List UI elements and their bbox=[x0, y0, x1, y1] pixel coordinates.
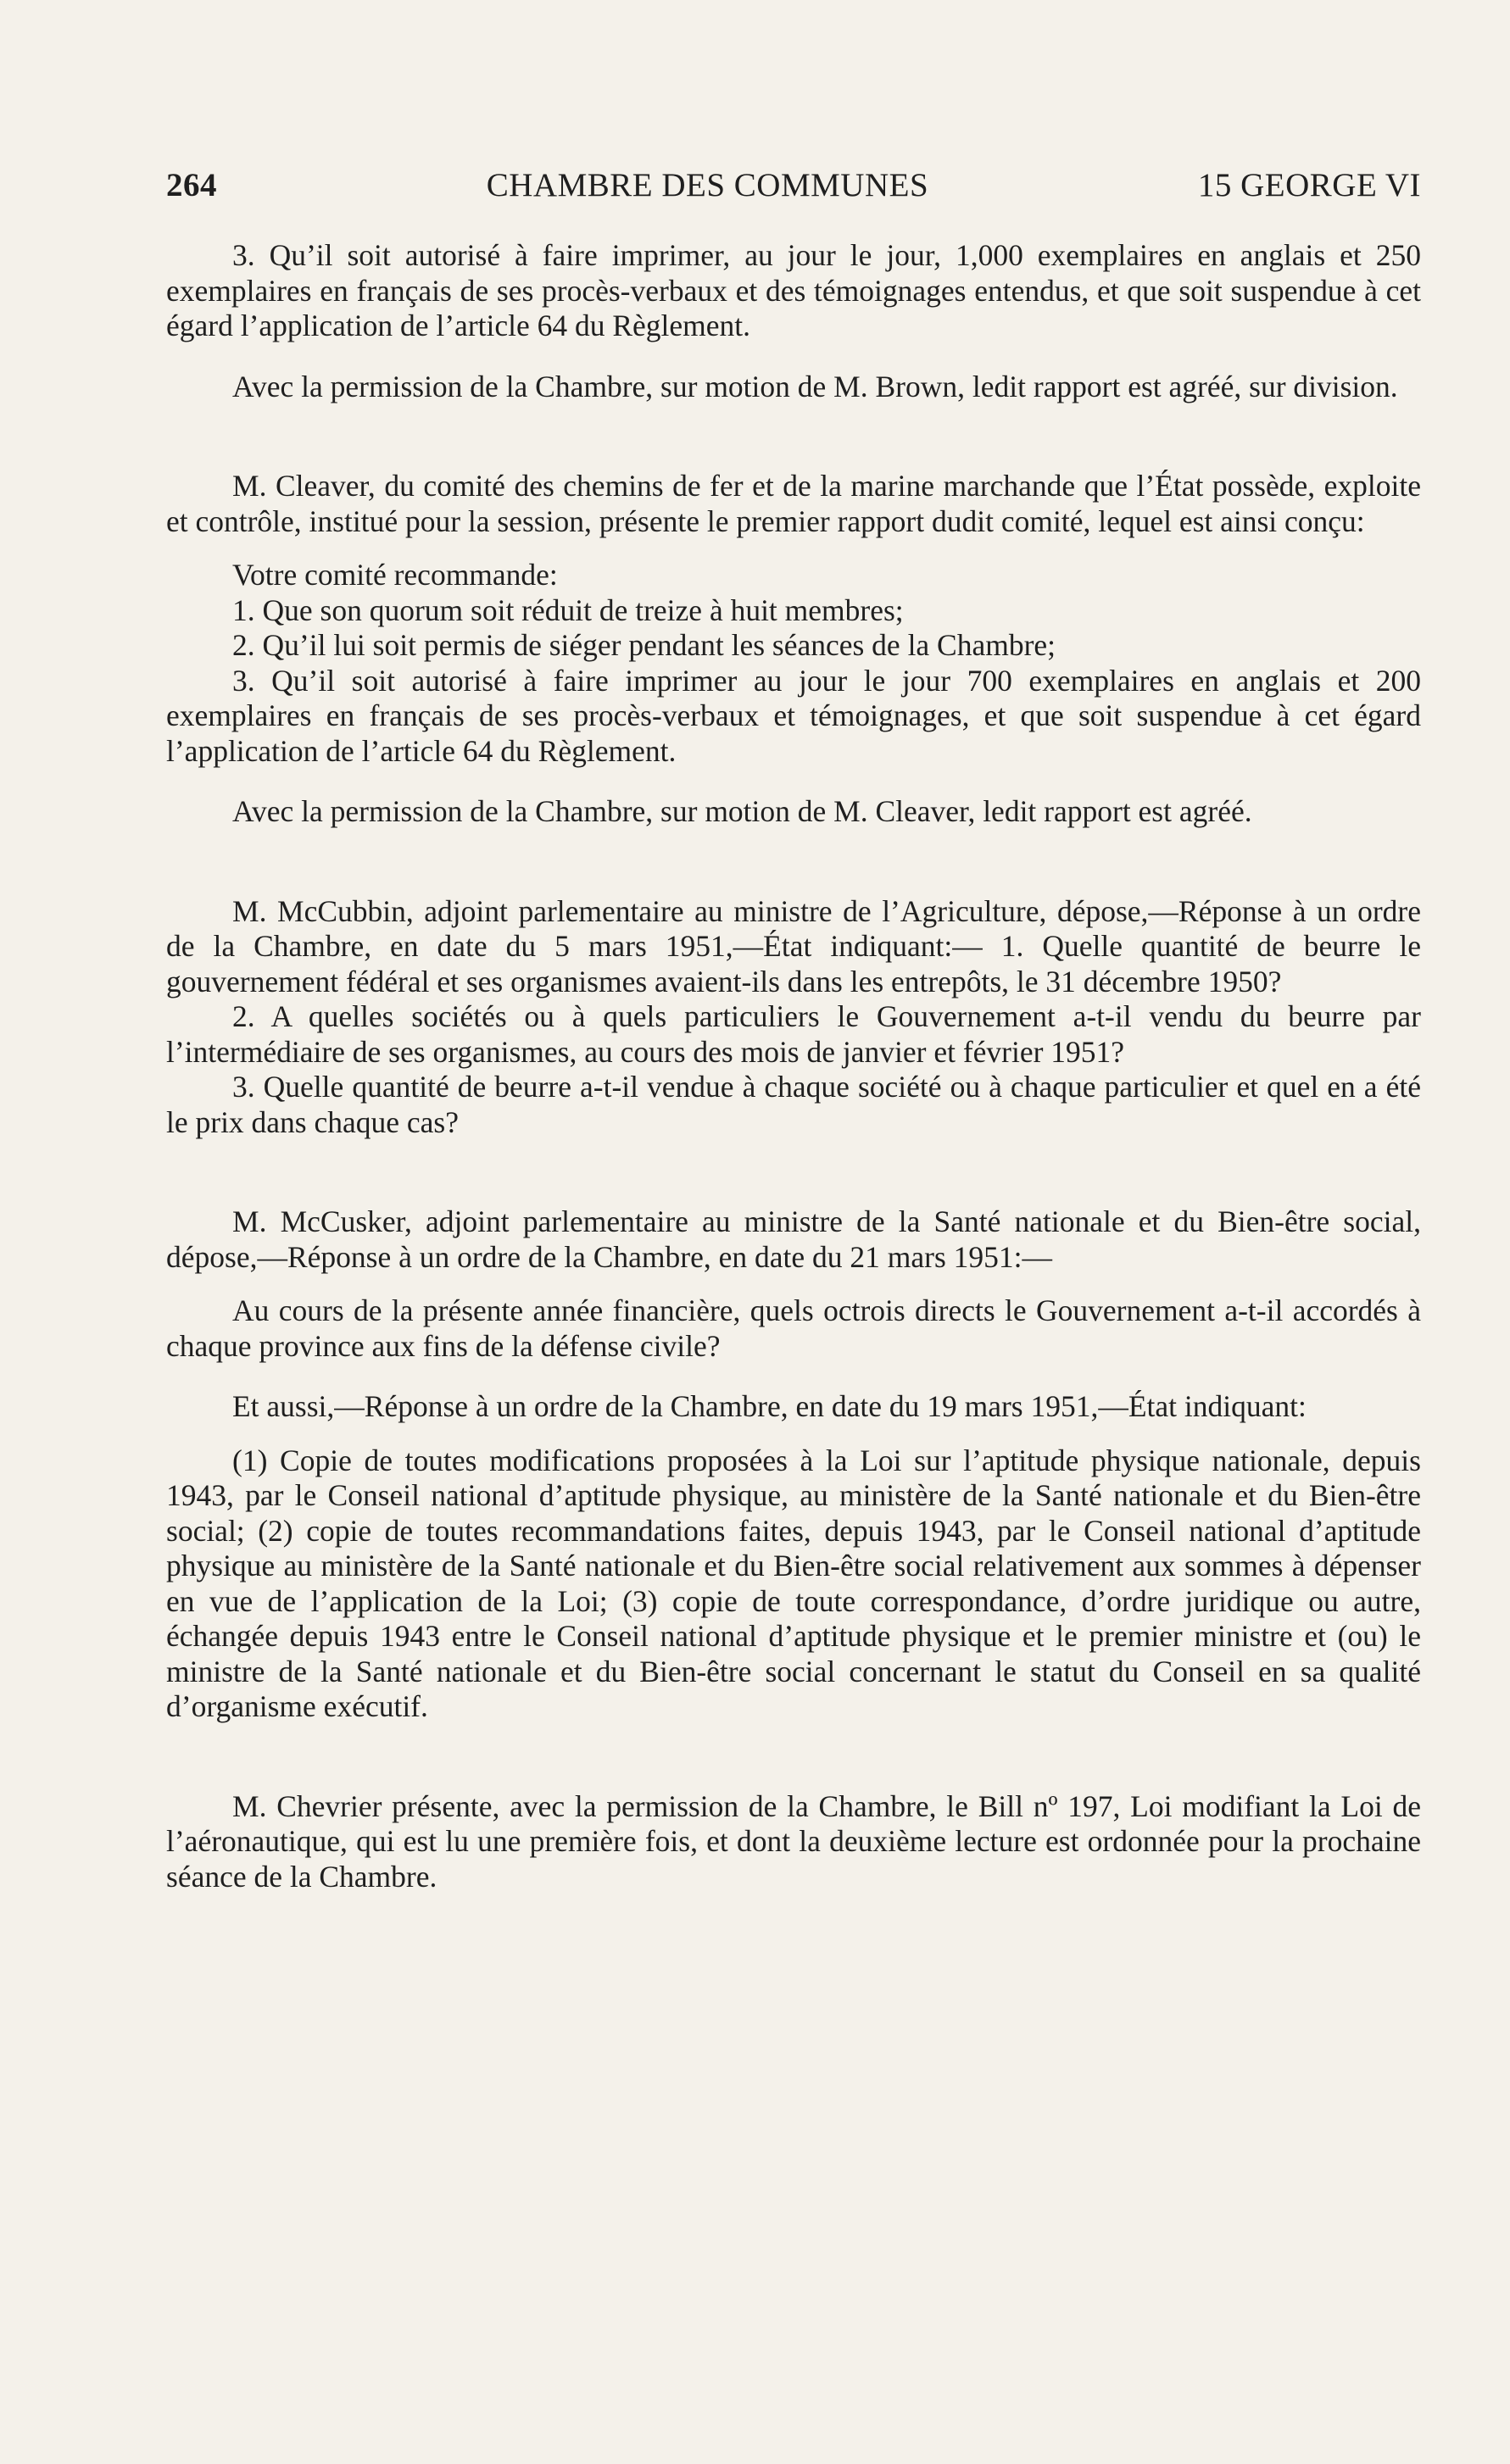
document-page bbox=[166, 166, 1421, 1894]
paragraph: M. McCubbin, adjoint parlementaire au ministre de l’Agriculture, dépose,—Réponse à un ordre de la Chambre, en date du 5 mars 1951,—État indiquant:— 1. Quelle quantité de beurre le gouvernement fédéral et ses organismes avaient-ils dans les entrepôts, le 31 décembre 1950? bbox=[166, 893, 1421, 998]
reign-label: 15 GEORGE VI bbox=[1197, 167, 1421, 203]
list-item: 1. Que son quorum soit réduit de treize à huit membres; bbox=[232, 592, 904, 627]
list-item: 2. Qu’il lui soit permis de siéger pendant les séances de la Chambre; bbox=[232, 628, 1056, 662]
running-title: CHAMBRE DES COMMUNES bbox=[486, 167, 929, 203]
paragraph: 2. A quelles sociétés ou à quels particuliers le Gouvernement a-t-il vendu du beurre par l’intermédiaire de ses organismes, au cours des mois de janvier et février 1951? bbox=[166, 999, 1421, 1069]
page-number: 264 bbox=[166, 167, 217, 203]
paragraph: M. McCusker, adjoint parlementaire au ministre de la Santé nationale et du Bien-être social, dépose,—Réponse à un ordre de la Chambre, en date du 21 mars 1951:— bbox=[166, 1204, 1421, 1274]
page-header bbox=[166, 166, 1421, 204]
paragraph: Au cours de la présente année financière, quels octrois directs le Gouvernement a-t-il accordés à chaque province aux fins de la défense civile? bbox=[166, 1293, 1421, 1363]
paragraph: 3. Qu’il soit autorisé à faire imprimer, au jour le jour, 1,000 exemplaires en anglais et 250 exemplaires en français de ses procès-verbaux et des témoignages entendus, et que soit suspendue à cet égard l’application de l’article 64 du Règlement. bbox=[166, 238, 1421, 342]
paragraph: 3. Quelle quantité de beurre a-t-il vendue à chaque société ou à chaque particulier et quel en a été le prix dans chaque cas? bbox=[166, 1070, 1421, 1139]
list-item: 3. Qu’il soit autorisé à faire imprimer au jour le jour 700 exemplaires en anglais et 200 exemplaires en français de ses procès-verbaux et témoignages, et que soit suspendue à cet égard l’application de l’article 64 du Règlement. bbox=[166, 663, 1421, 768]
body-text bbox=[166, 238, 1421, 1894]
paragraph: Avec la permission de la Chambre, sur motion de M. Brown, ledit rapport est agréé, sur division. bbox=[232, 369, 1398, 403]
paragraph: Avec la permission de la Chambre, sur motion de M. Cleaver, ledit rapport est agréé. bbox=[232, 794, 1252, 828]
list-intro: Votre comité recommande: bbox=[232, 558, 558, 592]
paragraph: M. Cleaver, du comité des chemins de fer et de la marine marchande que l’État possède, exploite et contrôle, institué pour la session, présente le premier rapport dudit comité, lequel est ainsi conçu: bbox=[166, 469, 1421, 538]
paragraph: Et aussi,—Réponse à un ordre de la Chambre, en date du 19 mars 1951,—État indiquant: bbox=[232, 1389, 1307, 1423]
paragraph: (1) Copie de toutes modifications proposées à la Loi sur l’aptitude physique nationale, depuis 1943, par le Conseil national d’aptitude physique, au ministère de la Santé nationale et du Bien-être social; (2) copie de toutes recommandations faites, depuis 1943, par le Conseil national d’aptitude physique au ministère de la Santé nationale et du Bien-être social relativement aux sommes à dépenser en vue de l’application de la Loi; (3) copie de toute correspondance, d’ordre juridique ou autre, échangée depuis 1943 entre le Conseil national d’aptitude physique et le premier ministre et (ou) le ministre de la Santé nationale et du Bien-être social concernant le statut du Conseil en sa qualité d’organisme exécutif. bbox=[166, 1443, 1421, 1723]
paragraph: M. Chevrier présente, avec la permission de la Chambre, le Bill nº 197, Loi modifiant la Loi de l’aéronautique, qui est lu une première fois, et dont la deuxième lecture est ordonnée pour la prochaine séance de la Chambre. bbox=[166, 1788, 1421, 1894]
